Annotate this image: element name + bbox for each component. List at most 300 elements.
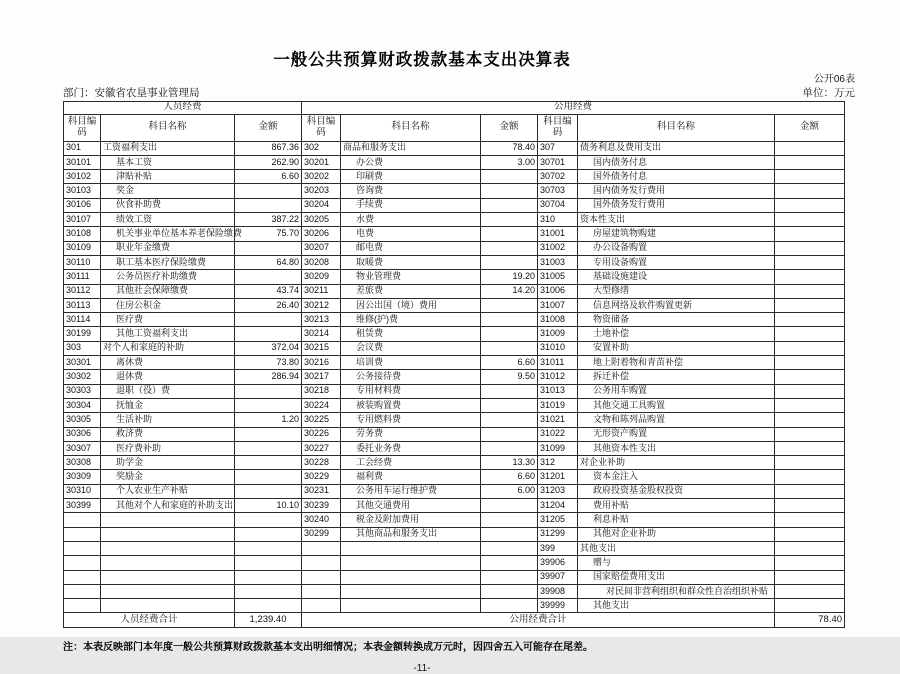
col-header-name-1: 科目名称 <box>101 114 235 141</box>
page-number: -11- <box>413 662 431 674</box>
public-2-amount-cell <box>775 327 845 341</box>
public-2-name-cell: 办公设备购置 <box>578 241 775 255</box>
personnel-code-cell: 30110 <box>64 255 101 269</box>
personnel-name-cell: 其他对个人和家庭的补助支出 <box>101 499 235 513</box>
public-1-code-cell: 30207 <box>302 241 341 255</box>
personnel-amount-cell: 10.10 <box>235 499 302 513</box>
personnel-code-cell: 30108 <box>64 227 101 241</box>
public-2-name-cell: 政府投资基金股权投资 <box>578 484 775 498</box>
personnel-name-cell <box>101 556 235 570</box>
table-row <box>64 570 845 584</box>
personnel-name-cell: 离休费 <box>101 356 235 370</box>
public-1-name-cell: 其他商品和服务支出 <box>341 527 481 541</box>
public-1-code-cell: 30217 <box>302 370 341 384</box>
public-2-name-cell: 专用设备购置 <box>578 255 775 269</box>
public-2-code-cell: 39999 <box>538 599 578 613</box>
personnel-amount-cell <box>235 584 302 598</box>
personnel-code-cell: 30306 <box>64 427 101 441</box>
personnel-amount-cell: 286.94 <box>235 370 302 384</box>
personnel-amount-cell <box>235 427 302 441</box>
table-row <box>64 584 845 598</box>
col-header-code-3: 科目编码 <box>538 114 578 141</box>
public-2-code-cell: 31011 <box>538 356 578 370</box>
public-1-code-cell: 30216 <box>302 356 341 370</box>
personnel-name-cell: 奖励金 <box>101 470 235 484</box>
public-1-code-cell: 30218 <box>302 384 341 398</box>
personnel-code-cell: 30101 <box>64 155 101 169</box>
table-row <box>64 541 845 555</box>
public-2-name-cell: 赠与 <box>578 556 775 570</box>
public-2-amount-cell <box>775 413 845 427</box>
personnel-amount-cell <box>235 456 302 470</box>
public-1-name-cell: 委托业务费 <box>341 441 481 455</box>
personnel-name-cell: 工资福利支出 <box>101 141 235 155</box>
personnel-amount-cell <box>235 513 302 527</box>
public-2-name-cell: 大型修缮 <box>578 284 775 298</box>
public-1-name-cell: 取暖费 <box>341 255 481 269</box>
personnel-code-cell: 30103 <box>64 184 101 198</box>
public-2-name-cell: 其他资本性支出 <box>578 441 775 455</box>
table-row <box>64 213 845 227</box>
public-2-amount-cell <box>775 313 845 327</box>
personnel-name-cell <box>101 513 235 527</box>
public-2-code-cell: 39906 <box>538 556 578 570</box>
public-2-code-cell: 30701 <box>538 155 578 169</box>
personnel-code-cell <box>64 527 101 541</box>
table-row <box>64 198 845 212</box>
public-2-amount-cell <box>775 370 845 384</box>
personnel-amount-cell <box>235 570 302 584</box>
public-1-amount-cell: 9.50 <box>481 370 538 384</box>
public-2-name-cell: 信息网络及软件购置更新 <box>578 298 775 312</box>
public-2-code-cell: 31099 <box>538 441 578 455</box>
personnel-code-cell: 30308 <box>64 456 101 470</box>
public-1-code-cell: 30229 <box>302 470 341 484</box>
public-1-name-cell: 因公出国（境）费用 <box>341 298 481 312</box>
public-2-name-cell: 其他对企业补助 <box>578 527 775 541</box>
public-2-code-cell: 399 <box>538 541 578 555</box>
personnel-amount-cell: 26.40 <box>235 298 302 312</box>
public-1-name-cell: 物业管理费 <box>341 270 481 284</box>
public-2-name-cell: 基础设施建设 <box>578 270 775 284</box>
personnel-amount-cell: 73.80 <box>235 356 302 370</box>
public-1-code-cell: 30240 <box>302 513 341 527</box>
public-1-name-cell: 电费 <box>341 227 481 241</box>
public-2-amount-cell <box>775 441 845 455</box>
public-1-amount-cell: 6.60 <box>481 470 538 484</box>
public-1-name-cell: 咨询费 <box>341 184 481 198</box>
personnel-code-cell: 30305 <box>64 413 101 427</box>
personnel-amount-cell: 43.74 <box>235 284 302 298</box>
public-1-code-cell: 30201 <box>302 155 341 169</box>
personnel-amount-cell <box>235 441 302 455</box>
personnel-name-cell: 基本工资 <box>101 155 235 169</box>
public-1-code-cell <box>302 599 341 613</box>
public-1-code-cell: 30205 <box>302 213 341 227</box>
personnel-code-cell: 30102 <box>64 170 101 184</box>
personnel-code-cell <box>64 556 101 570</box>
public-2-name-cell: 房屋建筑物购建 <box>578 227 775 241</box>
public-total-amount: 78.40 <box>775 613 845 628</box>
public-2-name-cell: 国内债务付息 <box>578 155 775 169</box>
public-1-amount-cell <box>481 413 538 427</box>
personnel-amount-cell <box>235 556 302 570</box>
public-2-name-cell: 国内债务发行费用 <box>578 184 775 198</box>
public-2-code-cell: 31008 <box>538 313 578 327</box>
col-header-amount-3: 金额 <box>775 114 845 141</box>
public-2-amount-cell <box>775 198 845 212</box>
table-row <box>64 141 845 155</box>
public-1-amount-cell <box>481 213 538 227</box>
personnel-amount-cell: 387.22 <box>235 213 302 227</box>
personnel-amount-cell <box>235 198 302 212</box>
public-1-name-cell <box>341 599 481 613</box>
col-header-name-2: 科目名称 <box>341 114 481 141</box>
personnel-code-cell <box>64 513 101 527</box>
budget-table <box>63 101 845 628</box>
table-row <box>64 484 845 498</box>
public-2-name-cell: 拆迁补偿 <box>578 370 775 384</box>
public-1-amount-cell <box>481 227 538 241</box>
public-1-name-cell <box>341 584 481 598</box>
public-2-code-cell: 31007 <box>538 298 578 312</box>
personnel-code-cell: 30309 <box>64 470 101 484</box>
personnel-amount-cell: 1.20 <box>235 413 302 427</box>
personnel-name-cell: 抚恤金 <box>101 398 235 412</box>
public-1-code-cell <box>302 570 341 584</box>
public-1-amount-cell <box>481 427 538 441</box>
personnel-amount-cell: 262.90 <box>235 155 302 169</box>
table-row <box>64 341 845 355</box>
public-1-amount-cell: 78.40 <box>481 141 538 155</box>
personnel-name-cell: 助学金 <box>101 456 235 470</box>
public-1-amount-cell <box>481 198 538 212</box>
personnel-name-cell: 津贴补贴 <box>101 170 235 184</box>
column-header-row <box>64 114 845 141</box>
personnel-code-cell <box>64 570 101 584</box>
personnel-total-amount: 1,239.40 <box>235 613 302 628</box>
personnel-name-cell <box>101 527 235 541</box>
public-2-amount-cell <box>775 341 845 355</box>
public-1-name-cell: 专用材料费 <box>341 384 481 398</box>
public-1-code-cell: 30211 <box>302 284 341 298</box>
public-1-code-cell: 30213 <box>302 313 341 327</box>
table-row <box>64 313 845 327</box>
public-2-code-cell: 31022 <box>538 427 578 441</box>
table-row <box>64 241 845 255</box>
public-2-code-cell: 31009 <box>538 327 578 341</box>
personnel-amount-cell <box>235 270 302 284</box>
public-1-name-cell: 工会经费 <box>341 456 481 470</box>
public-1-name-cell <box>341 556 481 570</box>
public-1-name-cell: 劳务费 <box>341 427 481 441</box>
public-2-code-cell: 31019 <box>538 398 578 412</box>
public-1-code-cell: 30215 <box>302 341 341 355</box>
public-2-amount-cell <box>775 556 845 570</box>
public-1-code-cell: 30225 <box>302 413 341 427</box>
public-1-amount-cell <box>481 170 538 184</box>
personnel-name-cell: 奖金 <box>101 184 235 198</box>
public-2-name-cell: 其他支出 <box>578 541 775 555</box>
public-1-amount-cell <box>481 384 538 398</box>
public-2-code-cell: 31010 <box>538 341 578 355</box>
public-2-amount-cell <box>775 213 845 227</box>
table-row <box>64 413 845 427</box>
public-2-amount-cell <box>775 255 845 269</box>
public-2-code-cell: 31002 <box>538 241 578 255</box>
public-2-amount-cell <box>775 570 845 584</box>
personnel-amount-cell <box>235 484 302 498</box>
public-1-name-cell: 专用燃料费 <box>341 413 481 427</box>
public-1-amount-cell <box>481 499 538 513</box>
public-1-code-cell: 30212 <box>302 298 341 312</box>
pre-table-row <box>63 87 855 100</box>
public-2-amount-cell <box>775 227 845 241</box>
personnel-amount-cell <box>235 470 302 484</box>
public-total-label: 公用经费合计 <box>302 613 775 628</box>
public-2-name-cell: 安置补助 <box>578 341 775 355</box>
public-2-code-cell: 31021 <box>538 413 578 427</box>
table-row <box>64 227 845 241</box>
group-header-row <box>64 101 845 114</box>
public-2-amount-cell <box>775 584 845 598</box>
personnel-code-cell: 30109 <box>64 241 101 255</box>
public-2-code-cell: 31205 <box>538 513 578 527</box>
public-1-name-cell: 商品和服务支出 <box>341 141 481 155</box>
public-2-code-cell: 310 <box>538 213 578 227</box>
public-1-name-cell: 其他交通费用 <box>341 499 481 513</box>
col-header-amount-2: 金额 <box>481 114 538 141</box>
personnel-name-cell: 对个人和家庭的补助 <box>101 341 235 355</box>
personnel-code-cell: 30303 <box>64 384 101 398</box>
public-1-code-cell: 30228 <box>302 456 341 470</box>
public-1-name-cell: 税金及附加费用 <box>341 513 481 527</box>
public-1-code-cell: 30227 <box>302 441 341 455</box>
col-header-name-3: 科目名称 <box>578 114 775 141</box>
public-1-name-cell: 被装购置费 <box>341 398 481 412</box>
personnel-code-cell: 301 <box>64 141 101 155</box>
public-2-amount-cell <box>775 470 845 484</box>
public-2-code-cell: 307 <box>538 141 578 155</box>
personnel-code-cell: 30107 <box>64 213 101 227</box>
personnel-amount-cell: 372.04 <box>235 341 302 355</box>
public-1-amount-cell <box>481 327 538 341</box>
public-1-amount-cell <box>481 298 538 312</box>
public-2-amount-cell <box>775 141 845 155</box>
public-2-code-cell: 31204 <box>538 499 578 513</box>
public-2-name-cell: 国外债务发行费用 <box>578 198 775 212</box>
personnel-amount-cell <box>235 327 302 341</box>
public-2-code-cell: 30704 <box>538 198 578 212</box>
unit-label: 单位：万元 <box>802 87 855 99</box>
public-1-code-cell: 30206 <box>302 227 341 241</box>
public-2-code-cell: 31299 <box>538 527 578 541</box>
personnel-code-cell: 30111 <box>64 270 101 284</box>
col-header-code-1: 科目编码 <box>64 114 101 141</box>
public-1-name-cell: 公务用车运行维护费 <box>341 484 481 498</box>
personnel-name-cell <box>101 599 235 613</box>
public-1-name-cell: 会议费 <box>341 341 481 355</box>
table-row <box>64 155 845 169</box>
public-1-code-cell: 30214 <box>302 327 341 341</box>
personnel-name-cell: 机关事业单位基本养老保险缴费 <box>101 227 235 241</box>
public-2-name-cell: 公务用车购置 <box>578 384 775 398</box>
personnel-amount-cell <box>235 384 302 398</box>
personnel-code-cell <box>64 584 101 598</box>
public-2-name-cell: 利息补贴 <box>578 513 775 527</box>
personnel-amount-cell <box>235 527 302 541</box>
public-1-amount-cell <box>481 541 538 555</box>
table-row <box>64 470 845 484</box>
public-1-code-cell: 30203 <box>302 184 341 198</box>
public-1-name-cell: 租赁费 <box>341 327 481 341</box>
public-2-amount-cell <box>775 599 845 613</box>
public-2-code-cell: 31201 <box>538 470 578 484</box>
public-2-amount-cell <box>775 241 845 255</box>
public-1-code-cell <box>302 541 341 555</box>
personnel-code-cell: 30310 <box>64 484 101 498</box>
public-2-name-cell: 资本性支出 <box>578 213 775 227</box>
personnel-code-cell <box>64 599 101 613</box>
public-1-name-cell: 邮电费 <box>341 241 481 255</box>
public-1-amount-cell <box>481 313 538 327</box>
form-code: 公开06表 <box>813 74 855 85</box>
table-row <box>64 284 845 298</box>
personnel-amount-cell: 867.36 <box>235 141 302 155</box>
public-2-amount-cell <box>775 456 845 470</box>
personnel-amount-cell <box>235 398 302 412</box>
public-2-code-cell: 31006 <box>538 284 578 298</box>
personnel-name-cell: 生活补助 <box>101 413 235 427</box>
public-2-amount-cell <box>775 513 845 527</box>
public-1-amount-cell <box>481 398 538 412</box>
table-row <box>64 255 845 269</box>
personnel-code-cell: 30106 <box>64 198 101 212</box>
table-row <box>64 370 845 384</box>
public-2-code-cell: 31001 <box>538 227 578 241</box>
table-row <box>64 441 845 455</box>
public-1-code-cell: 302 <box>302 141 341 155</box>
public-1-amount-cell: 13.30 <box>481 456 538 470</box>
personnel-code-cell <box>64 541 101 555</box>
public-1-code-cell: 30204 <box>302 198 341 212</box>
public-1-name-cell <box>341 541 481 555</box>
public-2-amount-cell <box>775 499 845 513</box>
public-2-name-cell: 无形资产购置 <box>578 427 775 441</box>
table-row <box>64 527 845 541</box>
table-row <box>64 384 845 398</box>
table-row <box>64 356 845 370</box>
public-2-code-cell: 31005 <box>538 270 578 284</box>
public-2-code-cell: 312 <box>538 456 578 470</box>
public-2-code-cell: 30703 <box>538 184 578 198</box>
public-2-name-cell: 其他支出 <box>578 599 775 613</box>
department-label: 部门：安徽省农垦事业管理局 <box>63 87 200 99</box>
table-row <box>64 499 845 513</box>
public-2-amount-cell <box>775 298 845 312</box>
personnel-name-cell: 伙食补助费 <box>101 198 235 212</box>
public-1-code-cell: 30239 <box>302 499 341 513</box>
personnel-amount-cell <box>235 184 302 198</box>
personnel-code-cell: 30199 <box>64 327 101 341</box>
personnel-name-cell: 职工基本医疗保险缴费 <box>101 255 235 269</box>
public-1-amount-cell: 14.20 <box>481 284 538 298</box>
personnel-amount-cell <box>235 541 302 555</box>
public-2-code-cell: 31003 <box>538 255 578 269</box>
public-2-amount-cell <box>775 170 845 184</box>
personnel-name-cell: 个人农业生产补贴 <box>101 484 235 498</box>
table-row <box>64 398 845 412</box>
public-1-amount-cell <box>481 584 538 598</box>
personnel-name-cell <box>101 541 235 555</box>
table-row <box>64 599 845 613</box>
public-2-amount-cell <box>775 284 845 298</box>
table-row <box>64 298 845 312</box>
public-1-code-cell: 30226 <box>302 427 341 441</box>
public-2-name-cell: 土地补偿 <box>578 327 775 341</box>
personnel-amount-cell: 75.70 <box>235 227 302 241</box>
table-row <box>64 456 845 470</box>
public-2-name-cell: 债务利息及费用支出 <box>578 141 775 155</box>
group-header-personnel: 人员经费 <box>64 101 302 114</box>
personnel-code-cell: 30302 <box>64 370 101 384</box>
personnel-amount-cell <box>235 241 302 255</box>
public-2-name-cell: 物资储备 <box>578 313 775 327</box>
public-2-name-cell: 文物和陈列品购置 <box>578 413 775 427</box>
public-1-amount-cell <box>481 556 538 570</box>
personnel-code-cell: 30304 <box>64 398 101 412</box>
personnel-code-cell: 30112 <box>64 284 101 298</box>
personnel-name-cell: 医疗费 <box>101 313 235 327</box>
public-1-amount-cell <box>481 241 538 255</box>
personnel-name-cell: 退职（役）费 <box>101 384 235 398</box>
table-row <box>64 270 845 284</box>
public-2-name-cell: 费用补贴 <box>578 499 775 513</box>
personnel-code-cell: 30307 <box>64 441 101 455</box>
public-2-amount-cell <box>775 356 845 370</box>
public-2-code-cell: 31203 <box>538 484 578 498</box>
group-header-public: 公用经费 <box>302 101 845 114</box>
public-1-code-cell: 30299 <box>302 527 341 541</box>
public-1-name-cell: 维修(护)费 <box>341 313 481 327</box>
personnel-code-cell: 30399 <box>64 499 101 513</box>
footnote: 注：本表反映部门本年度一般公共预算财政拨款基本支出明细情况；本表金额转换成万元时，因四舍五入可能存在尾差。 <box>63 641 593 653</box>
public-2-name-cell: 国外债务付息 <box>578 170 775 184</box>
personnel-name-cell <box>101 570 235 584</box>
personnel-name-cell: 其他社会保障缴费 <box>101 284 235 298</box>
public-1-name-cell: 差旅费 <box>341 284 481 298</box>
public-2-name-cell: 资本金注入 <box>578 470 775 484</box>
table-row <box>64 184 845 198</box>
public-2-amount-cell <box>775 527 845 541</box>
public-2-amount-cell <box>775 427 845 441</box>
public-1-name-cell: 公务接待费 <box>341 370 481 384</box>
public-1-code-cell: 30202 <box>302 170 341 184</box>
totals-row <box>64 613 845 628</box>
page-title: 一般公共预算财政拨款基本支出决算表 <box>273 51 571 69</box>
personnel-name-cell: 绩效工资 <box>101 213 235 227</box>
public-1-amount-cell: 6.60 <box>481 356 538 370</box>
public-1-amount-cell <box>481 513 538 527</box>
public-2-amount-cell <box>775 384 845 398</box>
personnel-name-cell: 住房公积金 <box>101 298 235 312</box>
public-2-name-cell: 对民间非营利组织和群众性自治组织补贴 <box>578 584 775 598</box>
public-1-code-cell: 30231 <box>302 484 341 498</box>
public-1-amount-cell <box>481 341 538 355</box>
personnel-name-cell: 医疗费补助 <box>101 441 235 455</box>
public-1-name-cell: 印刷费 <box>341 170 481 184</box>
public-1-name-cell: 手续费 <box>341 198 481 212</box>
